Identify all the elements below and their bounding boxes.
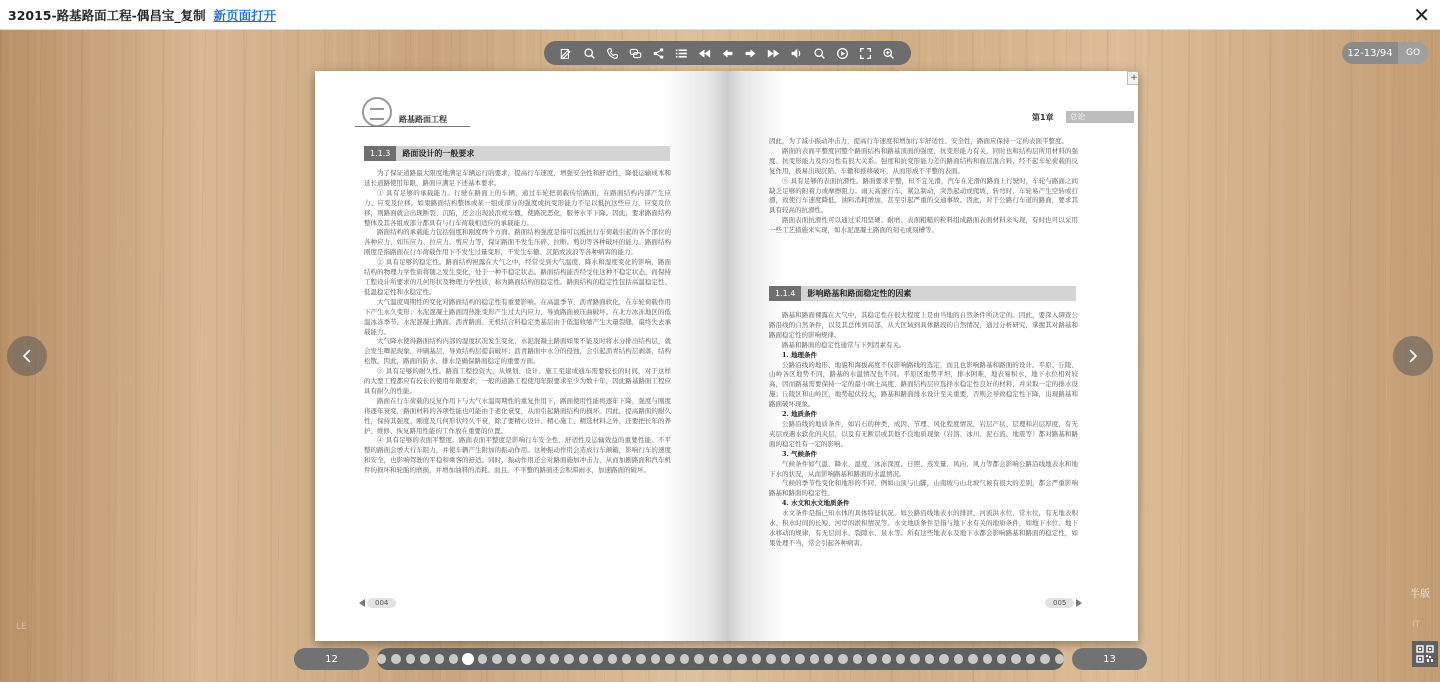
page-dot[interactable]: [391, 654, 400, 664]
chevron-left-icon: [19, 348, 35, 364]
right-page-body-bottom: [769, 311, 1078, 593]
last-page-icon[interactable]: [764, 44, 783, 63]
paragraph: 路基和路面裸露在大气中，其稳定性在很大程度上是由当地的自然条件所决定的。因此，要深入调查公路沿线的自然条件，以及其总体到局部，从大区域到具体路段的自然情况，通过分析研究，掌握其对路基和路面稳定性的影响规律。: [769, 311, 1078, 339]
next-page-icon[interactable]: [741, 44, 760, 63]
page-dot[interactable]: [579, 654, 588, 664]
page-dot[interactable]: [983, 654, 992, 664]
page-dot[interactable]: [680, 654, 689, 664]
page-dot[interactable]: [896, 654, 905, 664]
page-dot[interactable]: [824, 654, 833, 664]
page-dot[interactable]: [449, 654, 458, 664]
page-dot[interactable]: [377, 654, 386, 664]
section-heading-1-1-3: [364, 146, 670, 161]
page-jump-input[interactable]: 12-13/94: [1347, 47, 1393, 59]
half-page-label[interactable]: 半版: [1410, 589, 1430, 600]
page-dot[interactable]: [406, 654, 415, 664]
page-dot[interactable]: [507, 654, 516, 664]
fullscreen-icon[interactable]: [856, 44, 875, 63]
phone-icon[interactable]: [603, 44, 622, 63]
page-dot[interactable]: [564, 654, 573, 664]
page-dot[interactable]: [536, 654, 545, 664]
left-edge-label: LE: [16, 622, 27, 632]
open-new-page-link[interactable]: 新页面打开: [213, 7, 277, 23]
page-dot[interactable]: [939, 654, 948, 664]
list-icon[interactable]: [672, 44, 691, 63]
paragraph: 公路沿线的地质条件，如岩石的种类、成因、节理、风化程度情况，岩层产状、层理和岩层厚度，有无夹层或遇水软化的夹层，以及有无断层或其他不良地质现象（岩溶、冰川、泥石流、地震等）都对路基和路面的稳定性有一定的影响。: [769, 419, 1078, 448]
section-heading-1-1-4: [769, 286, 1076, 301]
paragraph: ③ 具有足够的耐久性。路面工程投资大，从规划、设计、施工至建成通车需要较长的时间，对于这样的大型工程都应有较长的使用年限要求，一般的道路工程使用年限要求至少为数十年，因此路基路面工程应具有耐久的性能。: [364, 367, 671, 395]
page-dot[interactable]: [968, 654, 977, 664]
paragraph: 路面在行车荷载的反复作用下与大气水温周期性的重复作用下，路面使用性能将逐年下降，强度与刚度将逐年衰变，路面材料的各项性能也可能由于老化衰变，从而引起路面结构的损坏。因此，提高路面的耐久性，保持其强度、刚度及几何形状经久不衰，除了要精心设计、精心施工、精选材料之外，还要把长年的养护、维修、恢复路用性能的工作放在重要的位置。: [364, 396, 671, 435]
page-dot[interactable]: [781, 654, 790, 664]
paragraph: ① 具有足够的承载能力。行驶在路面上的车辆，通过车轮把荷载传给路面，在路面结构内部产生应力、应变及位移。如果路面结构整体或某一组成部分的强度或抗变形能力不足以抵抗这些应力、应变及位移，则路面就会出现断裂、沉陷，还会出现波浪或车辙，使路况恶化，服务水平下降。因此，要求路面结构整体及其各组成部分都具有与行车荷载相适应的承载能力。: [364, 188, 671, 227]
page-dot[interactable]: [608, 654, 617, 664]
page-dot[interactable]: [867, 654, 876, 664]
page-dot[interactable]: [435, 654, 444, 664]
next-page-arrow[interactable]: [1393, 336, 1433, 376]
edit-icon[interactable]: [557, 44, 576, 63]
page-dot[interactable]: [723, 654, 732, 664]
zoom-in-icon[interactable]: [879, 44, 898, 63]
page-dot[interactable]: [1055, 654, 1064, 664]
paragraph: ② 具有足够的稳定性。路面结构袒露在大气之中，经常受到大气温度、降水和湿度变化的影响，路面结构的物理力学性质将随之发生变化，处于一种不稳定状态。路面结构能否经受住这种不稳定状态，而保持工程设计所要求的几何形状及物理力学性质，称为路面结构的稳定性。路面结构的稳定性包括高温稳定性、低温稳定性和水稳定性。: [364, 258, 671, 296]
paragraph: 因此，为了减小振动冲击力，提高行车速度和增加行车舒适性、安全性，路面应保持一定的表面平整度。: [769, 137, 1068, 145]
paragraph: ④ 具有足够的表面平整度。路面表面平整度是影响行车安全性、舒适性及运输效益的重要性能。不平整的路面会增大行车阻力，并使车辆产生附加的振动作用。这种振动作用会造成行车颠簸，影响行车的速度和安全，也影响驾驶的平稳和乘客的舒适。同时，振动作用还会对路面施加冲击力，从而加剧路面和汽车机件的损坏和轮胎的磨损，并增加油料的消耗。而且，不平整的路面还会积滞雨水，加速路面的破坏。: [364, 436, 671, 475]
left-page-header: 路基路面工程: [399, 115, 447, 124]
page-dot[interactable]: [910, 654, 919, 664]
page-dot[interactable]: [550, 654, 559, 664]
autoplay-icon[interactable]: [833, 44, 852, 63]
page-dot[interactable]: [665, 654, 674, 664]
paragraph: 路面结构的承载能力包括强度和刚度两个方面。路面结构强度是指可以抵抗行车荷载引起的各个部位的各种应力，如压应力、拉应力、剪应力等，保证路面不发生压碎、拉断、剪切等各种破坏的能力。路面结构刚度是指路面在行车荷载作用下不发生过量变形，不发生车辙、沉陷或波浪等各种病害的能力。: [364, 228, 671, 257]
section-number: 1.1.4: [769, 286, 801, 301]
qr-code-icon: [1416, 645, 1434, 663]
qr-code-button[interactable]: [1412, 641, 1438, 667]
subheading: 3. 气候条件: [782, 449, 818, 458]
top-bar: [0, 0, 1440, 30]
share-icon[interactable]: [649, 44, 668, 63]
page-dot[interactable]: [997, 654, 1006, 664]
page-dot[interactable]: [766, 654, 775, 664]
left-page-body: [364, 169, 671, 593]
page-jump-go-button[interactable]: GO: [1398, 42, 1428, 64]
page-navigator: [0, 648, 1440, 674]
page-dot[interactable]: [795, 654, 804, 664]
page-dot[interactable]: [853, 654, 862, 664]
page-dot[interactable]: [709, 654, 718, 664]
chapter-tag: 总论: [1066, 111, 1134, 123]
document-title: 32015-路基路面工程-偶昌宝_复制: [8, 7, 206, 23]
page-dot[interactable]: [810, 654, 819, 664]
page-dot[interactable]: [882, 654, 891, 664]
right-page[interactable]: [726, 71, 1138, 641]
paragraph: 路面表面抗滑性可以通过采用坚硬、耐磨、表面粗糙的粒料组成路面表面材料来实现，有时也可以采用一些工艺措施来实现，如水泥混凝土路面的刻毛或刻槽等。: [769, 216, 1078, 235]
first-page-icon[interactable]: [695, 44, 714, 63]
comment-icon[interactable]: [626, 44, 645, 63]
section-title: 路面设计的一般要求: [402, 149, 475, 158]
paragraph: 为了保证道路最大限度地满足车辆运行的要求，提高行车速度，增强安全性和舒适性，降低运输成本和延长道路使用年限，路面应满足下述基本要求。: [364, 169, 671, 187]
page-dot[interactable]: [593, 654, 602, 664]
page-dot[interactable]: [463, 654, 472, 664]
right-page-number: [1045, 598, 1082, 608]
paragraph: 路面的表面平整度同整个路面结构和路基顶面的强度、抗变形能力有关，同时也和结构层所用材料的强度、抗变形能力及均匀性有很大关系。强度和抗变形能力差的路面结构和面层混合料，经不起车轮荷载的反复作用，极易出现沉陷、车辙和推移破坏，从而形成不平整的表面。: [769, 146, 1078, 175]
page-dot[interactable]: [420, 654, 429, 664]
left-page[interactable]: [315, 71, 727, 641]
page-dot[interactable]: [737, 654, 746, 664]
page-dot[interactable]: [752, 654, 761, 664]
section-title: 影响路基和路面稳定性的因素: [807, 289, 912, 298]
page-dot[interactable]: [636, 654, 645, 664]
paragraph: 气候条件如气温、降水、湿度、冰冻深度、日照、蒸发量、风向、风力等都会影响公路沿线地表水和地下水的状况，从而影响路基和路面的水温情况。: [769, 459, 1078, 478]
close-button[interactable]: ✕: [1413, 3, 1430, 27]
subheading: 4. 水文和水文地质条件: [782, 499, 850, 508]
page-dots-bar: [377, 648, 1064, 670]
right-edge-label: IT: [1412, 620, 1421, 630]
page-dot[interactable]: [1011, 654, 1020, 664]
page-dot[interactable]: [1040, 654, 1049, 664]
left-page-number-label: 004: [367, 598, 396, 608]
chevron-right-icon: [1405, 348, 1421, 364]
page-dot[interactable]: [622, 654, 631, 664]
paragraph: 大气温度周期性的变化对路面结构的稳定性有重要影响。在高温季节，沥青路面软化，在车轮荷载作用下产生永久变形；水泥混凝土路面因热胀变形产生过大内应力，导致路面被压曲破坏。在北方冰冻地区的低温冰冻季节，水泥混凝土路面、沥青路面、无机结合料稳定类基层由于低温收缩产生大量裂缝，最终失去承载能力。: [364, 297, 671, 336]
publisher-logo-icon: [362, 97, 392, 127]
page-dot[interactable]: [478, 654, 487, 664]
left-page-chip[interactable]: 12: [294, 648, 369, 670]
page-dot[interactable]: [1026, 654, 1035, 664]
page-dot[interactable]: [838, 654, 847, 664]
paragraph: 大气降水使得路面结构内部的湿度状况发生变化，水泥混凝土路面如果不能及时将水分排出结构层，就会发生唧泥现象，冲刷基层，导致结构层提前破坏；沥青路面中水分的侵蚀，会引起沥青结构层剥落，结构松散。因此，路面的防水、排水是确保路面稳定的重要方面。: [364, 337, 671, 366]
previous-page-arrow[interactable]: [7, 336, 47, 376]
zoom-icon[interactable]: [810, 44, 829, 63]
search-icon[interactable]: [580, 44, 599, 63]
page-dot[interactable]: [651, 654, 660, 664]
paragraph: 气候的季节性变化和地形的不同，例如山顶与山脚，山南坡与山北坡气候有很大的差别，都会严重影响路基和路面的稳定性。: [769, 479, 1078, 498]
page-next-triangle-icon: [1076, 599, 1082, 607]
left-page-number: [359, 598, 396, 608]
reader-stage: [0, 30, 1440, 682]
paragraph: 公路沿线的地形、地貌和海拔高度不仅影响路线的选定，而且也影响路基和路面的设计。平原、丘陵、山岭各区地势不同，路基的水温情况也不同。平原区地势平坦，排水困难，地表易积水，地下水位相对较高，因而路基需要保持一定的最小填土高度，路面结构层应选择水稳定性良好的材料，并采取一定的排水设施；丘陵区和山岭区，地势起伏较大，路基和路面排水设计至关重要，否则会导致稳定性下降，出现路基和路面破坏现象。: [769, 360, 1078, 409]
section-number: 1.1.3: [364, 146, 396, 161]
right-page-number-label: 005: [1045, 598, 1074, 608]
page-corner-fold-icon[interactable]: +: [1127, 71, 1138, 85]
page-jump: [1342, 42, 1428, 64]
reader-toolbar: [544, 41, 911, 65]
sound-icon[interactable]: [787, 44, 806, 63]
page-dot[interactable]: [925, 654, 934, 664]
page-dot[interactable]: [492, 654, 501, 664]
subheading: 2. 地质条件: [782, 410, 818, 419]
chapter-label: 第1章: [1032, 113, 1054, 122]
subheading: 1. 地理条件: [782, 350, 818, 359]
paragraph: ⑤ 具有足够的表面抗滑性。路面要求平整，但不宜光滑，汽车在光滑的路面上行驶时，车轮与路面之间缺乏足够的附着力或摩擦阻力。雨天高速行车，紧急制动，突然起动或爬坡、转弯时，车轮易产生空转或打滑，致使行车速度降低，油料消耗增加，甚至引起严重的交通事故。因此，对于公路行车道的路面，要求其具有较高的抗滑性。: [769, 176, 1078, 215]
page-dot[interactable]: [521, 654, 530, 664]
page-dot[interactable]: [954, 654, 963, 664]
header-rule: [355, 126, 470, 127]
prev-page-icon[interactable]: [718, 44, 737, 63]
page-prev-triangle-icon: [359, 599, 365, 607]
paragraph: 路基和路面的稳定性通常与下列因素有关。: [782, 340, 906, 349]
paragraph: 水文条件是指已知水体的具体特征状况，如公路沿线地表水的排泄、河流洪水位、常水位，有无地表积水、积水时间的长短、河岸的淤积情况等。水文地质条件是指与地下水有关的地质条件，如地下水位、地下水移动的规律，有无层间水、裂隙水、泉水等。所有这些地表水及地下水都会影响路基和路面的稳定性，如果处理不当，常会引起各种病害。: [769, 509, 1078, 547]
book-spread: [315, 71, 1138, 641]
page-dot[interactable]: [694, 654, 703, 664]
right-page-chip[interactable]: 13: [1072, 648, 1147, 670]
